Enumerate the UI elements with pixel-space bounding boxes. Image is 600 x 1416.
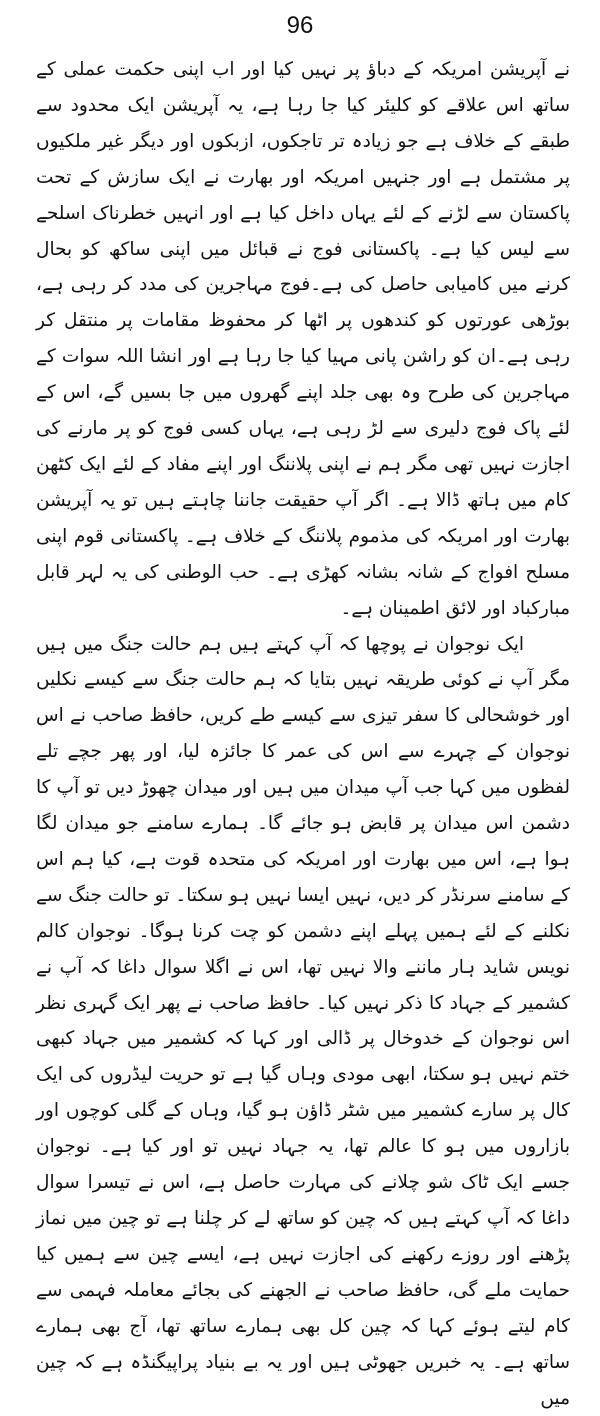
page-number: 96 (0, 12, 600, 40)
paragraph: نے آپریشن امریکہ کے دباؤ پر نہیں کیا اور اب اپنی حکمت عملی کے ساتھ اس علاقے کو کلیئر کیا جا رہا ہے، یہ آپریشن ایک محدود سے طبقے کے خلاف ہے جو زیادہ تر تاجکوں، ازبکوں اور دیگر غیر ملکیوں پر مشتمل ہے اور جنہیں امریکہ اور بھارت نے ایک سازش کے تحت پاکستان سے لڑنے کے لئے یہاں داخل کیا ہے اور انہیں خطرناک اسلحے سے لیس کیا ہے۔ پاکستانی فوج نے قبائل میں اپنی ساکھ کو بحال کرنے میں کامیابی حاصل کی ہے۔فوج مہاجرین کی مدد کر رہی ہے، بوڑھی عورتوں کو کندھوں پر اٹھا کر محفوظ مقامات پر منتقل کر رہی ہے۔ان کو راشن پانی مہیا کیا جا رہا ہے اور انشا اللہ سوات کے مہاجرین کی طرح وہ بھی جلد اپنے گھروں میں جا بسیں گے، اس کے لئے پاک فوج دلیری سے لڑ رہی ہے، یہاں کسی فوج کو پر مارنے کی اجازت نہیں تھی مگر ہم نے اپنی پلاننگ اور اپنے مفاد کے لئے ایک کٹھن کام میں ہاتھ ڈالا ہے۔ اگر آپ حقیقت جاننا چاہتے ہیں تو یہ آپریشن بھارت اور امریکہ کی مذموم پلاننگ کے خلاف ہے۔ پاکستانی قوم اپنی مسلح افواج کے شانہ بشانہ کھڑی ہے۔ حب الوطنی کی یہ لہر قابل مبارکباد اور لائق اطمینان ہے۔ (36, 52, 570, 627)
paragraph: ایک نوجوان نے پوچھا کہ آپ کہتے ہیں ہم حالت جنگ میں ہیں مگر آپ نے کوئی طریقہ نہیں بتایا کہ ہم حالت جنگ سے کیسے نکلیں اور خوشحالی کا سفر تیزی سے کیسے طے کریں، حافظ صاحب نے اس نوجوان کے چہرے سے اس کی عمر کا جائزہ لیا، اور پھر جچے تلے لفظوں میں کہا جب آپ میدان میں ہیں اور میدان چھوڑ دیں تو آپ کا دشمن اس میدان پر قابض ہو جائے گا۔ ہمارے سامنے جو میدان لگا ہوا ہے، اس میں بھارت اور امریکہ کی متحدہ قوت ہے، کیا ہم اس کے سامنے سرنڈر کر دیں، نہیں ایسا نہیں ہو سکتا۔ تو حالت جنگ سے نکلنے کے لئے ہمیں پہلے اپنے دشمن کو چت کرنا ہوگا۔ نوجوان کالم نویس شاید ہار ماننے والا نہیں تھا، اس نے اگلا سوال داغا کہ آپ نے کشمیر کے جہاد کا ذکر نہیں کیا۔ حافظ صاحب نے پھر ایک گہری نظر اس نوجوان کے خدوخال پر ڈالی اور کہا کہ کشمیر میں جہاد کبھی ختم نہیں ہو سکتا، ابھی مودی وہاں گیا ہے تو حریت لیڈروں کی ایک کال پر سارے کشمیر میں شٹر ڈاؤن ہو گیا، وہاں کے گلی کوچوں اور بازاروں میں ہو کا عالم تھا، یہ جہاد نہیں تو اور کیا ہے۔ نوجوان جسے ایک ٹاک شو چلانے کی مہارت حاصل ہے، اس نے تیسرا سوال داغا کہ آپ کہتے ہیں کہ چین کو ساتھ لے کر چلنا ہے تو چین میں نماز پڑھنے اور روزے رکھنے کی اجازت نہیں ہے، ایسے چین سے ہمیں کیا حمایت ملے گی، حافظ صاحب نے الجھنے کی بجائے معاملہ فہمی سے کام لیتے ہوئے کہا کہ چین کل بھی ہمارے ساتھ تھا، آج بھی ہمارے ساتھ ہے۔ یہ خبریں جھوٹی ہیں اور یہ بے بنیاد پراپیگنڈہ ہے کہ چین میں (36, 627, 570, 1416)
article-body (36, 52, 570, 1416)
